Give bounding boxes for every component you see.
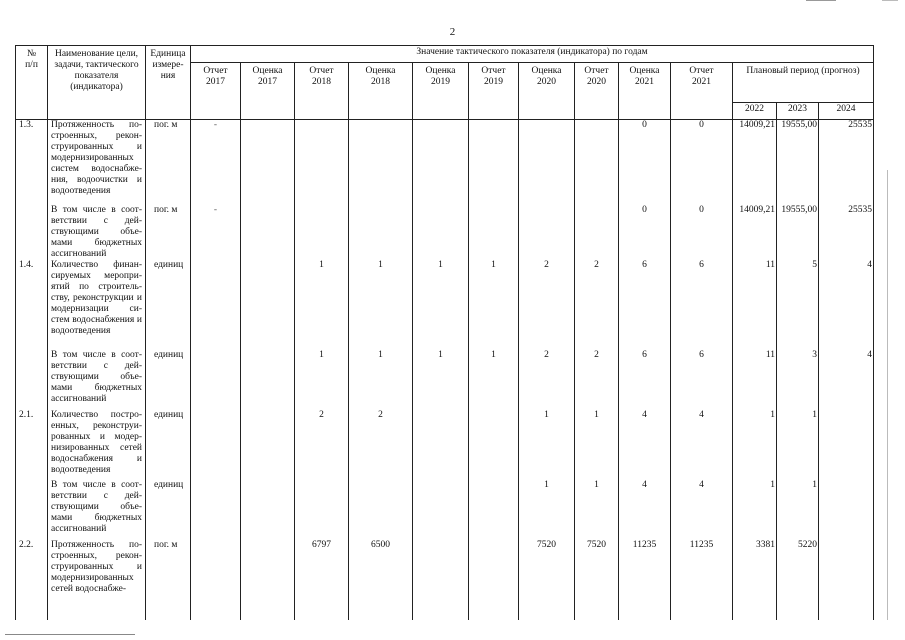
value-cell: 4 xyxy=(819,350,874,410)
indicator-name: Протяженность по-строенных, рекон-струированных и модернизированных систем водоснабже-ния, водоочистки и водоотведения xyxy=(48,120,146,205)
value-cell: 3381 xyxy=(733,540,777,620)
value-cell: 1 xyxy=(469,350,519,410)
value-cell: 6 xyxy=(671,260,733,350)
value-cell xyxy=(191,260,241,350)
value-cell: 19555,00 xyxy=(777,205,819,260)
table-row xyxy=(16,480,874,540)
value-cell xyxy=(469,480,519,540)
header-number: № п/п xyxy=(16,46,48,120)
header-unit: Единица измере-ния xyxy=(146,46,191,120)
value-cell: 7520 xyxy=(575,540,619,620)
value-cell xyxy=(819,540,874,620)
value-cell: 1 xyxy=(295,260,349,350)
unit-of-measure: пог. м xyxy=(146,120,191,205)
value-cell xyxy=(295,480,349,540)
row-number xyxy=(16,350,48,410)
value-cell: 2 xyxy=(519,350,575,410)
value-cell xyxy=(819,480,874,540)
value-cell: 1 xyxy=(349,260,413,350)
scan-edge-mark xyxy=(887,170,888,620)
value-cell: 1 xyxy=(733,410,777,480)
value-cell xyxy=(295,120,349,205)
value-cell xyxy=(413,410,469,480)
value-cell: 0 xyxy=(671,205,733,260)
value-cell xyxy=(349,120,413,205)
value-cell: 0 xyxy=(619,120,671,205)
header-year-2: Отчет 2018 xyxy=(295,63,349,120)
value-cell: 25535 xyxy=(819,205,874,260)
value-cell xyxy=(413,205,469,260)
page-number: 2 xyxy=(449,26,456,38)
value-cell xyxy=(295,205,349,260)
value-cell xyxy=(191,350,241,410)
unit-of-measure: единиц xyxy=(146,260,191,350)
value-cell: 1 xyxy=(575,480,619,540)
value-cell xyxy=(241,540,295,620)
header-year-5: Отчет 2019 xyxy=(469,63,519,120)
table-row xyxy=(16,350,874,410)
value-cell: 5 xyxy=(777,260,819,350)
header-year-0: Отчет 2017 xyxy=(191,63,241,120)
value-cell: 1 xyxy=(733,480,777,540)
value-cell: 1 xyxy=(469,260,519,350)
scan-edge-mark xyxy=(882,0,898,1)
value-cell xyxy=(819,410,874,480)
value-cell xyxy=(191,480,241,540)
value-cell xyxy=(519,120,575,205)
indicator-name: Количество постро-енных, реконструи-рованных и модер-низированных сетей водоснабжения и водоотведения xyxy=(48,410,146,480)
value-cell: 4 xyxy=(671,480,733,540)
unit-of-measure: пог. м xyxy=(146,205,191,260)
value-cell: - xyxy=(191,120,241,205)
header-year-7: Отчет 2020 xyxy=(575,63,619,120)
value-cell: 14009,21 xyxy=(733,120,777,205)
header-plan-year-0: 2022 xyxy=(733,103,777,120)
value-cell: 6797 xyxy=(295,540,349,620)
value-cell: 1 xyxy=(519,480,575,540)
table-row xyxy=(16,120,874,205)
value-cell: 11235 xyxy=(671,540,733,620)
value-cell: - xyxy=(191,205,241,260)
scan-edge-mark xyxy=(5,634,135,635)
table-row xyxy=(16,205,874,260)
header-plan-period: Плановый период (прогноз) xyxy=(733,63,874,103)
value-cell: 1 xyxy=(575,410,619,480)
value-cell: 0 xyxy=(671,120,733,205)
value-cell: 6 xyxy=(619,260,671,350)
indicator-rows xyxy=(16,120,874,620)
unit-of-measure: единиц xyxy=(146,480,191,540)
indicator-name: Количество финан-сируемых меропри-ятий по строитель-ству, реконструкции и модернизации си-стем водоснабжения и водоотведения xyxy=(48,260,146,350)
table-row xyxy=(16,260,874,350)
value-cell xyxy=(349,480,413,540)
value-cell: 1 xyxy=(413,350,469,410)
value-cell: 3 xyxy=(777,350,819,410)
value-cell: 2 xyxy=(519,260,575,350)
value-cell xyxy=(469,540,519,620)
value-cell xyxy=(413,120,469,205)
value-cell: 1 xyxy=(295,350,349,410)
value-cell: 1 xyxy=(349,350,413,410)
header-year-8: Оценка 2021 xyxy=(619,63,671,120)
value-cell: 11 xyxy=(733,350,777,410)
indicator-table xyxy=(15,45,874,620)
header-year-6: Оценка 2020 xyxy=(519,63,575,120)
value-cell: 6 xyxy=(619,350,671,410)
value-cell xyxy=(469,120,519,205)
value-cell xyxy=(241,480,295,540)
value-cell: 14009,21 xyxy=(733,205,777,260)
value-cell xyxy=(349,205,413,260)
value-cell: 6 xyxy=(671,350,733,410)
value-cell: 4 xyxy=(819,260,874,350)
value-cell: 11235 xyxy=(619,540,671,620)
value-cell: 2 xyxy=(575,350,619,410)
value-cell xyxy=(575,205,619,260)
value-cell: 1 xyxy=(777,480,819,540)
value-cell: 19555,00 xyxy=(777,120,819,205)
value-cell: 0 xyxy=(619,205,671,260)
row-number xyxy=(16,480,48,540)
value-cell: 6500 xyxy=(349,540,413,620)
header-year-4: Оценка 2019 xyxy=(413,63,469,120)
row-number: 1.3. xyxy=(16,120,48,205)
table-row xyxy=(16,540,874,620)
value-cell xyxy=(241,120,295,205)
scan-edge-mark xyxy=(806,0,836,1)
unit-of-measure: единиц xyxy=(146,410,191,480)
value-cell xyxy=(519,205,575,260)
row-number: 2.1. xyxy=(16,410,48,480)
value-cell xyxy=(241,350,295,410)
value-cell xyxy=(191,540,241,620)
header-name: Наименование цели, задачи, тактического показателя (индикатора) xyxy=(48,46,146,120)
value-cell: 11 xyxy=(733,260,777,350)
value-cell xyxy=(413,540,469,620)
value-cell xyxy=(241,205,295,260)
header-year-3: Оценка 2018 xyxy=(349,63,413,120)
value-cell: 1 xyxy=(413,260,469,350)
row-number xyxy=(16,205,48,260)
value-cell: 2 xyxy=(349,410,413,480)
indicator-name: В том числе в соот-ветствии с дей-ствующими объе-мами бюджетных ассигнований xyxy=(48,480,146,540)
value-cell: 25535 xyxy=(819,120,874,205)
value-cell xyxy=(191,410,241,480)
unit-of-measure: пог. м xyxy=(146,540,191,620)
unit-of-measure: единиц xyxy=(146,350,191,410)
header-year-1: Оценка 2017 xyxy=(241,63,295,120)
value-cell: 4 xyxy=(671,410,733,480)
value-cell: 1 xyxy=(777,410,819,480)
value-cell: 4 xyxy=(619,410,671,480)
row-number: 2.2. xyxy=(16,540,48,620)
value-cell xyxy=(575,120,619,205)
value-cell: 2 xyxy=(575,260,619,350)
value-cell xyxy=(413,480,469,540)
row-number: 1.4. xyxy=(16,260,48,350)
indicator-name: В том числе в соот-ветствии с дей-ствующими объе-мами бюджетных ассигнований xyxy=(48,205,146,260)
value-cell: 4 xyxy=(619,480,671,540)
value-cell xyxy=(469,410,519,480)
value-cell xyxy=(241,260,295,350)
value-cell xyxy=(241,410,295,480)
value-cell: 7520 xyxy=(519,540,575,620)
header-plan-year-2: 2024 xyxy=(819,103,874,120)
header-year-9: Отчет 2021 xyxy=(671,63,733,120)
header-plan-year-1: 2023 xyxy=(777,103,819,120)
value-cell xyxy=(469,205,519,260)
indicator-name: В том числе в соот-ветствии с дей-ствующими объе-мами бюджетных ассигнований xyxy=(48,350,146,410)
header-values-by-year: Значение тактического показателя (индикатора) по годам xyxy=(191,46,874,63)
value-cell: 1 xyxy=(519,410,575,480)
value-cell: 2 xyxy=(295,410,349,480)
table-row xyxy=(16,410,874,480)
indicator-name: Протяженность по-строенных, рекон-струированных и модернизированных сетей водоснабже- xyxy=(48,540,146,620)
value-cell: 5220 xyxy=(777,540,819,620)
